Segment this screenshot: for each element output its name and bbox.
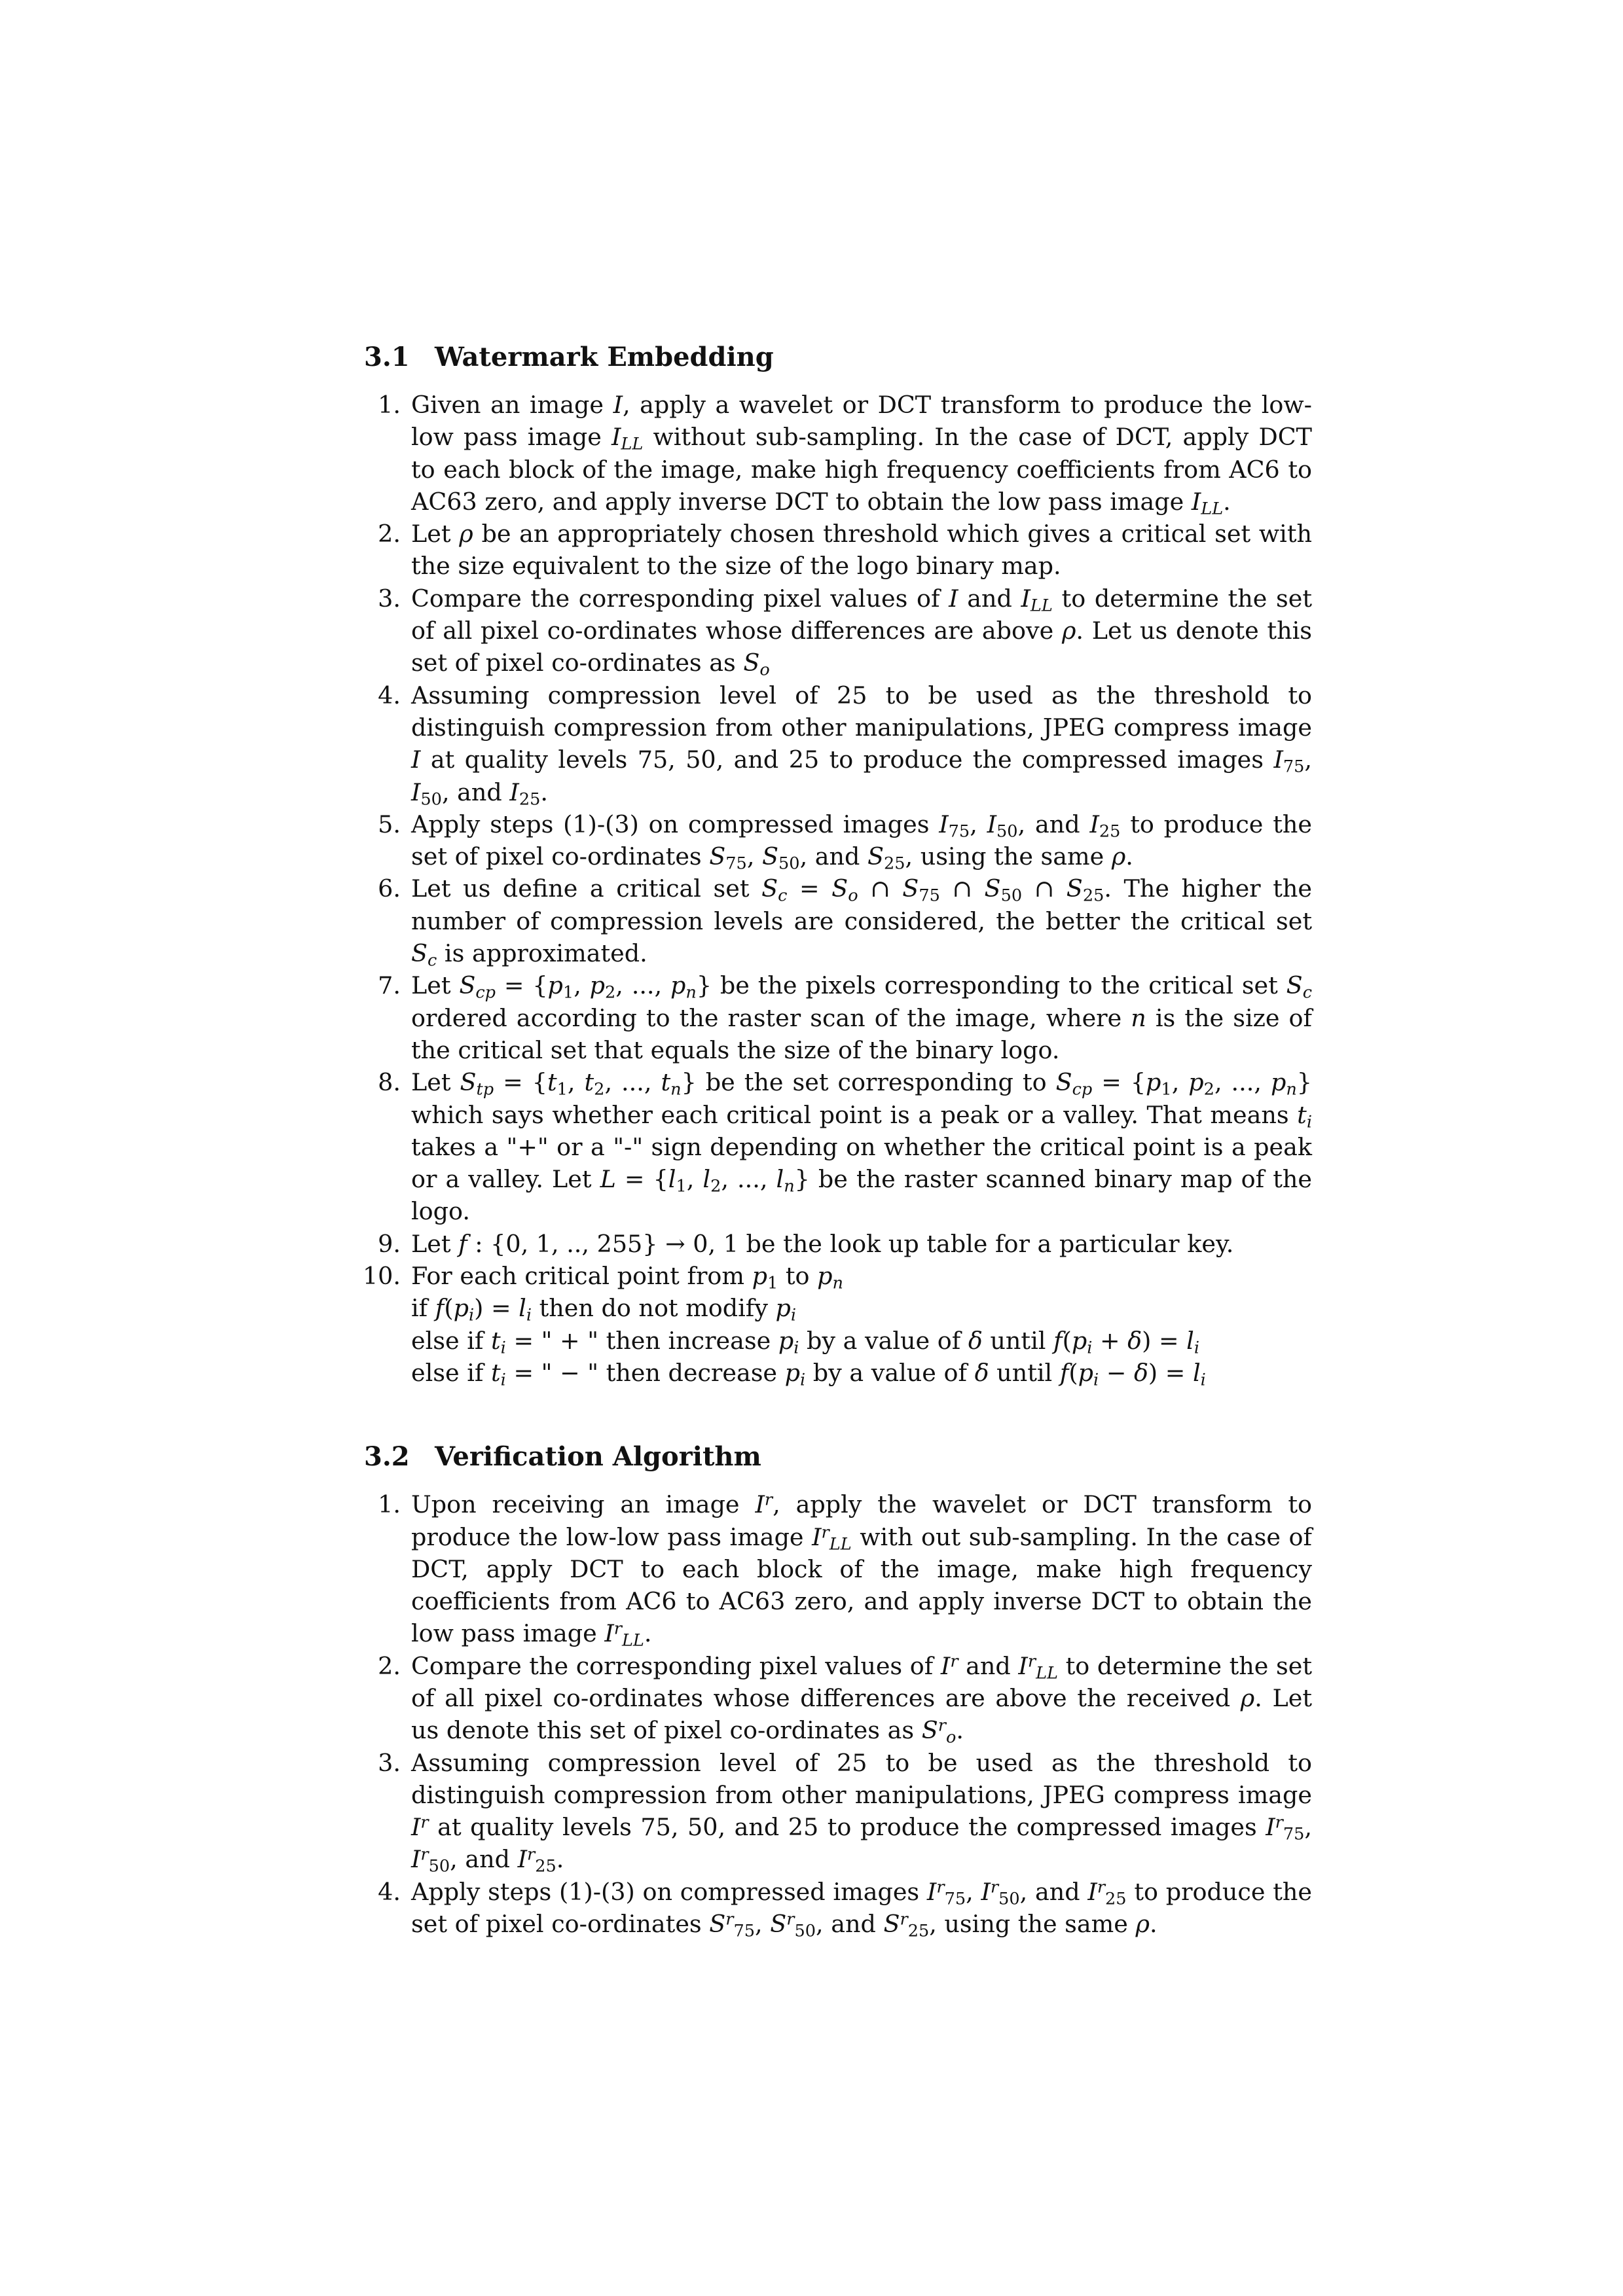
list-marker: 2. (378, 520, 401, 548)
step-text: Given an image I, apply a wavelet or DCT transform to produce the low-low pass image $I_{LL}$ without sub-sampling. In the case of DCT, apply DCT to each block of the image, make high frequency coefficients from AC6 to AC63 zero, and apply inverse DCT to obtain the low pass image $I_{LL}$. (411, 391, 1312, 519)
step-text: Upon receiving an image $I^r$, apply the wavelet or DCT transform to produce the low-low pass image $I^r_{LL}$ with out sub-sampling. In the case of DCT, apply DCT to each block of the image, make high frequency coefficients from AC6 to AC63 zero, and apply inverse DCT to obtain the low pass image $I^r_{LL}$. (411, 1490, 1312, 1651)
page (364, 340, 1312, 1940)
list-item (364, 872, 1312, 969)
section-number: 3.1 (364, 342, 410, 372)
list-item (364, 1650, 1312, 1747)
list-item (364, 518, 1312, 583)
step-text: Assuming compression level of 25 to be used as the threshold to distinguish compression from other manipulations, JPEG compress image I at quality levels 75, 50, and 25 to produce the compressed images $I_{75}$, $I_{50}$, and $I_{25}$. (411, 681, 1312, 809)
list-marker: 10. (362, 1262, 401, 1291)
section-heading-verification-algorithm (364, 1440, 1312, 1474)
list-marker: 3. (378, 1748, 401, 1777)
step-text: For each critical point from $p_1$ to $p_n$ if $f(p_i) = l_i$ then do not modify $p_i$ else if $t_i$ = " + " then increase $p_i$ by a value of δ until $f(p_i + \delta) = l_i$ else if $t_i$ = " − " then decrease $p_i$ by a value of δ until $f(p_i - \delta) = l_i$ (411, 1262, 1206, 1390)
list-marker: 4. (378, 681, 401, 709)
list-item (364, 969, 1312, 1066)
verification-steps-list (364, 1488, 1312, 1940)
list-item (364, 1228, 1312, 1260)
step-text: Compare the corresponding pixel values of I and $I_{LL}$ to determine the set of all pixel co-ordinates whose differences are above ρ. Let us denote this set of pixel co-ordinates as $S_o$ (411, 584, 1312, 680)
step-text: Apply steps (1)-(3) on compressed images $I^r_{75}$, $I^r_{50}$, and $I^r_{25}$ to produce the set of pixel co-ordinates $S^r_{75}$, $S^r_{50}$, and $S^r_{25}$, using the same ρ. (411, 1877, 1312, 1941)
section-title: Verification Algorithm (435, 1441, 761, 1473)
list-item (364, 583, 1312, 679)
section-title: Watermark Embedding (435, 342, 774, 372)
list-marker: 6. (378, 874, 401, 903)
list-marker: 1. (378, 391, 401, 419)
list-marker: 8. (378, 1068, 401, 1097)
step-text: Compare the corresponding pixel values of $I^r$ and $I^r_{LL}$ to determine the set of all pixel co-ordinates whose differences are above the received ρ. Let us denote this set of pixel co-ordinates as $S^r_o$. (411, 1651, 1312, 1748)
step-text: Let f : {0, 1, .., 255} → 0, 1 be the look up table for a particular key. (411, 1229, 1234, 1258)
list-item (364, 1066, 1312, 1227)
list-marker: 9. (378, 1229, 401, 1258)
list-marker: 4. (378, 1877, 401, 1906)
list-item (364, 679, 1312, 808)
list-item (364, 1876, 1312, 1941)
list-item (364, 1488, 1312, 1649)
step-text: Apply steps (1)-(3) on compressed images $I_{75}$, $I_{50}$, and $I_{25}$ to produce the set of pixel co-ordinates $S_{75}$, $S_{50}$, and $S_{25}$, using the same ρ. (411, 810, 1312, 874)
step-text: Let $S_{cp} = \{p_1$, $p_2$, ..., $p_n$} be the pixels corresponding to the critical set $S_c$ ordered according to the raster scan of the image, where n is the size of the critical set that equals the size of the binary logo. (411, 971, 1313, 1064)
section-number: 3.2 (364, 1441, 410, 1473)
list-marker: 7. (378, 971, 401, 1000)
list-marker: 1. (378, 1490, 401, 1519)
list-marker: 3. (378, 584, 401, 613)
list-marker: 5. (378, 810, 401, 838)
step-text: Let ρ be an appropriately chosen threshold which gives a critical set with the size equivalent to the size of the logo binary map. (411, 520, 1313, 581)
section-heading-watermark-embedding (364, 340, 1312, 374)
list-item (364, 1260, 1312, 1389)
step-text: Let $S_{tp} = \{t_1$, $t_2$, ..., $t_n$} be the set corresponding to $S_{cp} = \{p_1$, $p_2$, ..., $p_n$} which says whether each critical point is a peak or a valley. That means $t_i$ takes a "+" or a "-" sign depending on whether the critical point is a peak or a valley. Let $L = \{l_1$, $l_2$, ..., $l_n$} be the raster scanned binary map of the logo. (411, 1068, 1313, 1226)
step-text: Assuming compression level of 25 to be used as the threshold to distinguish compression from other manipulations, JPEG compress image $I^r$ at quality levels 75, 50, and 25 to produce the compressed images $I^r_{75}$, $I^r_{50}$, and $I^r_{25}$. (411, 1748, 1312, 1876)
step-text: Let us define a critical set $S_c = S_o$ ∩ $S_{75}$ ∩ $S_{50}$ ∩ $S_{25}$. The higher the number of compression levels are considered, the better the critical set $S_c$ is approximated. (411, 874, 1312, 971)
list-item (364, 808, 1312, 873)
list-item (364, 389, 1312, 518)
list-marker: 2. (378, 1651, 401, 1680)
embedding-steps-list (364, 389, 1312, 1389)
list-item (364, 1747, 1312, 1876)
